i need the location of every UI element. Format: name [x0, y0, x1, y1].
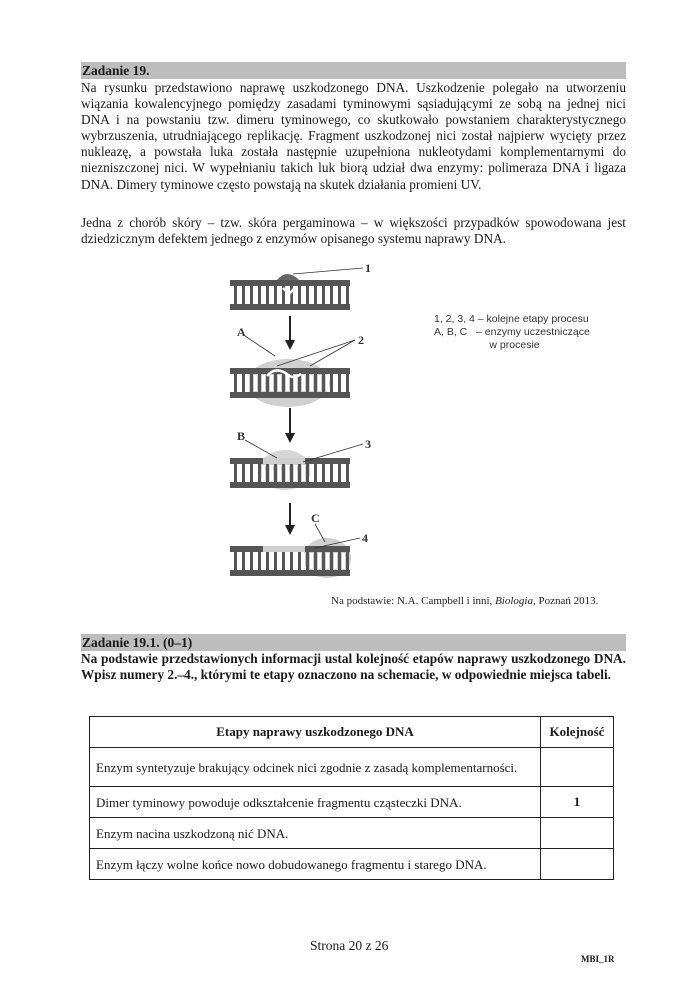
table-row — [90, 748, 614, 787]
thymine-dimer-bulge — [277, 274, 299, 280]
dna-repair-diagram — [215, 258, 395, 593]
column-header-stages: Etapy naprawy uszkodzonego DNA — [90, 717, 541, 748]
dna-stage-3 — [230, 429, 371, 490]
step-description: Enzym łączy wolne końce nowo dobudowanego fragmentu i starego DNA. — [90, 849, 541, 880]
enzyme-label-a: A — [237, 325, 246, 339]
diagram-legend — [434, 313, 629, 352]
order-answer-cell: 1 — [541, 787, 614, 818]
enzyme-label-b: B — [237, 429, 246, 443]
repair-order-table — [89, 716, 614, 880]
column-header-order: Kolejność — [541, 717, 614, 748]
table-row — [90, 787, 614, 818]
legend-line: A, B, C – enzymy uczestniczące — [434, 326, 590, 338]
arrow-down-icon — [285, 433, 295, 443]
dna-stage-4 — [230, 511, 368, 578]
intro-paragraph: Na rysunku przedstawiono naprawę uszkodzonego DNA. Uszkodzenie polegało na utworzeniu wiązania kowalencyjnego pomiędzy zasadami tyminowymi sąsiadującymi ze sobą na jednej nici DNA i na powstaniu tzw. dimeru tyminowego, co skutkowało powstaniem charakterystycznego wybrzuszenia, utrudniającego replikację. Fragment uszkodzonej nici został najpierw wycięty przez nukleazę, a powstała luka została następnie uzupełniona nukleotydami komplementarnymi do niezniszczonej nici. W wypełnianiu takich luk biorą udział dwa enzymy: polimeraza DNA i ligaza DNA. Dimery tyminowe często powstają na skutek działania promieni UV. — [81, 80, 626, 192]
task-header: Zadanie 19. — [81, 62, 626, 79]
step-label-3: 3 — [365, 437, 371, 451]
source-suffix: , Poznań 2013. — [532, 595, 599, 607]
step-description: Dimer tyminowy powoduje odkształcenie fragmentu cząsteczki DNA. — [90, 787, 541, 818]
source-prefix: Na podstawie: N.A. Campbell i inni, — [331, 595, 496, 607]
arrow-down-icon — [285, 525, 295, 535]
order-answer-cell[interactable] — [541, 849, 614, 880]
page-number: Strona 20 z 26 — [310, 938, 389, 953]
subtask-header: Zadanie 19.1. (0–1) — [81, 634, 626, 651]
step-description: Enzym nacina uszkodzoną nić DNA. — [90, 818, 541, 849]
order-answer-cell[interactable] — [541, 818, 614, 849]
dna-stage-1 — [230, 261, 371, 310]
enzyme-label-c: C — [311, 511, 320, 525]
source-title: Biologia — [495, 595, 533, 607]
table-row — [90, 849, 614, 880]
step-label-2: 2 — [358, 333, 364, 347]
exam-code: MBI_1R — [581, 954, 615, 964]
order-answer-cell[interactable] — [541, 748, 614, 787]
second-paragraph: Jedna z chorób skóry – tzw. skóra pergaminowa – w większości przypadków spowodowana jest dziedzicznym defektem jednego z enzymów opisanego systemu naprawy DNA. — [81, 215, 626, 247]
table-header-row — [90, 717, 614, 748]
legend-line: 1, 2, 3, 4 – kolejne etapy procesu — [434, 313, 589, 325]
arrow-down-icon — [285, 340, 295, 350]
dna-stage-2 — [230, 325, 364, 407]
table-row — [90, 818, 614, 849]
step-description: Enzym syntetyzuje brakujący odcinek nici zgodnie z zasadą komplementarności. — [90, 748, 541, 787]
subtask-instruction: Na podstawie przedstawionych informacji ustal kolejność etapów naprawy uszkodzonego DNA. Wpisz numery 2.–4., którymi te etapy oznaczono na schemacie, w odpowiednie miejsca tabeli. — [81, 651, 626, 683]
step-label-4: 4 — [362, 531, 368, 545]
step-label-1: 1 — [365, 261, 371, 275]
legend-line: w procesie — [434, 339, 540, 351]
source-citation — [331, 595, 598, 607]
